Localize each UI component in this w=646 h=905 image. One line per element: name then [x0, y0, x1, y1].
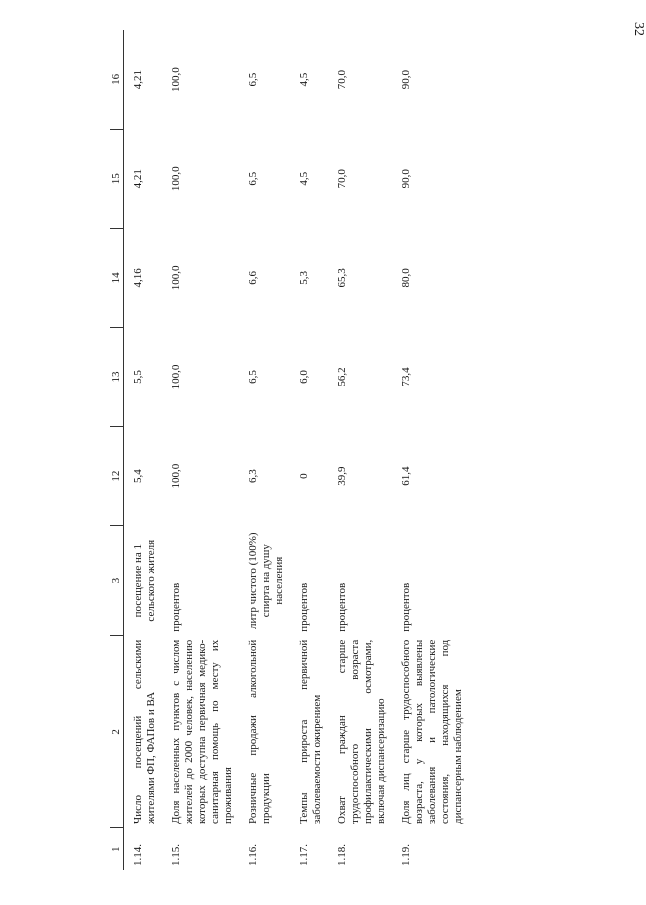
table-row: [290, 30, 328, 870]
column-header: 15: [110, 129, 124, 228]
unit: литр чистого (100%) спирта на душу населения: [247, 532, 285, 629]
value-cell: 90,0: [400, 69, 412, 90]
unit: посещение на 1 сельского жителя: [132, 539, 157, 622]
value-cell: 6,5: [247, 370, 259, 384]
rotated-table-container: [110, 30, 620, 870]
table-row: [239, 30, 290, 870]
row-number: 1.16.: [247, 844, 259, 866]
table-row: [392, 30, 469, 870]
unit: процентов: [336, 582, 348, 632]
value-cell: 6,0: [298, 370, 310, 384]
column-number-row: [110, 30, 124, 870]
indicator-name: Доля населенных пунктов с числом жителей до 2000 человек, населению которых доступна первичная медико-санитарная помощь по месту их проживания: [170, 639, 234, 824]
row-number: 1.19.: [400, 844, 412, 866]
value-cell: 100,0: [170, 67, 182, 92]
value-cell: 100,0: [170, 166, 182, 192]
value-cell: 4,16: [132, 268, 144, 288]
indicator-name: Розничные продажи алкогольной продукции: [247, 639, 272, 824]
indicator-name: Доля лиц старше трудоспособного возраста, у которых выявлены заболевания и патологические состояния, находящихся под диспансерным наблюдением: [400, 639, 464, 824]
page-number: 32: [631, 22, 646, 36]
value-cell: 70,0: [336, 169, 348, 189]
value-cell: 100,0: [170, 364, 182, 390]
row-number: 1.15.: [170, 844, 182, 866]
value-cell: 0: [298, 473, 310, 479]
indicator-name: Темпы прироста первичной заболеваемости ожирением: [298, 639, 323, 824]
value-cell: 4,21: [132, 169, 144, 189]
value-cell: 70,0: [336, 69, 348, 90]
value-cell: 5,3: [298, 270, 310, 285]
value-cell: 4,21: [132, 69, 144, 90]
column-header: 13: [110, 327, 124, 426]
column-header: 3: [110, 526, 124, 636]
row-number: 1.18.: [336, 844, 348, 866]
value-cell: 100,0: [170, 265, 182, 291]
value-cell: 4,5: [298, 171, 310, 186]
value-cell: 56,2: [336, 367, 348, 387]
row-number: 1.14.: [132, 844, 144, 866]
value-cell: 6,5: [247, 72, 259, 87]
indicator-name: Охват граждан старше трудоспособного возраста профилактическими осмотрами, включая диспансеризацию: [336, 639, 387, 824]
row-number: 1.17.: [298, 844, 310, 866]
value-cell: 100,0: [170, 463, 182, 489]
table-row: [162, 30, 239, 870]
value-cell: 6,5: [247, 171, 259, 186]
unit: процентов: [400, 582, 412, 632]
table-row: [328, 30, 392, 870]
value-cell: 39,9: [336, 466, 348, 486]
column-header: 14: [110, 228, 124, 327]
value-cell: 65,3: [336, 268, 348, 288]
column-header: 2: [110, 636, 124, 828]
unit: процентов: [170, 582, 182, 632]
unit: процентов: [298, 582, 310, 632]
value-cell: 80,0: [400, 268, 412, 288]
value-cell: 6,3: [247, 469, 259, 483]
column-header: 1: [110, 828, 124, 870]
indicators-table: [110, 30, 469, 870]
value-cell: 90,0: [400, 169, 412, 189]
value-cell: 5,4: [132, 469, 144, 483]
value-cell: 5,5: [132, 370, 144, 384]
indicator-name: Число посещений сельскими жителями ФП, ФАПов и ВА: [132, 639, 157, 824]
value-cell: 73,4: [400, 367, 412, 387]
value-cell: 6,6: [247, 270, 259, 285]
value-cell: 61,4: [400, 466, 412, 486]
value-cell: 4,5: [298, 72, 310, 87]
table-row: [124, 30, 163, 870]
column-header: 16: [110, 30, 124, 129]
column-header: 12: [110, 427, 124, 526]
